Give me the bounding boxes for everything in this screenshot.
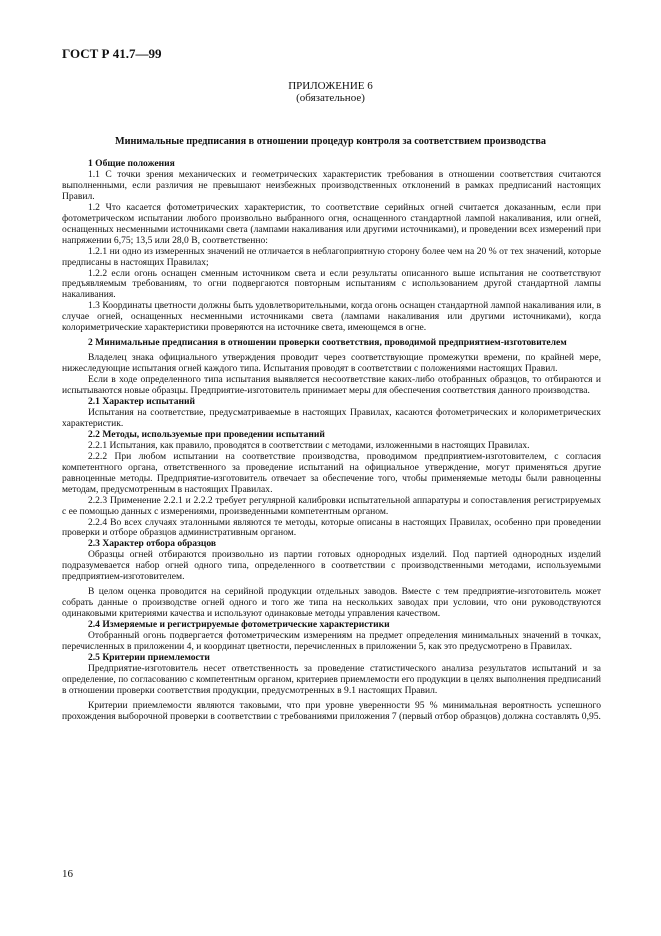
appendix-heading	[0, 80, 661, 104]
paragraph: Если в ходе определенного типа испытания выявляется несоответствие каких-либо отобранных образцов, то отбираются и испытываются новые образцы. Предприятие-изготовитель принимает меры для обеспечения соответствия данного производства.	[62, 374, 601, 397]
paragraph: Образцы огней отбираются произвольно из партии готовых однородных изделий. Под партией однородных изделий подразумевается набор огней одного типа, определенного в соответствии с производственными методами, используемыми предприятием-изготовителем.	[62, 549, 601, 583]
section-heading: 1 Общие положения	[88, 158, 175, 169]
paragraph: Предприятие-изготовитель несет ответственность за проведение статистического анализа результатов испытаний и за определение, по согласованию с компетентным органом, критериев приемлемости его продукции в целях выполнения предписаний в отношении проверки соответствия продукции, предусмотренных в 9.1 настоящих Правил.	[62, 662, 601, 696]
paragraph: 2.2.4 Во всех случаях эталонными являются те методы, которые описаны в настоящих Правилах, особенно при проведении проверки и отборе образцов административным органом.	[62, 516, 601, 539]
document-body	[62, 156, 601, 723]
paragraph: Владелец знака официального утверждения проводит через соответствующие промежутки времени, по крайней мере, нижеследующие испытания огней каждого типа. Испытания проводят в соответствии с положениями настоящих Правил.	[62, 352, 601, 375]
paragraph: Отобранный огонь подвергается фотометрическим измерениям на предмет определения минимальных значений в точках, перечисленных в приложении 4, и координат цветности, перечисленных в приложении 5, как это предусмотрено в Правилах.	[62, 630, 601, 652]
paragraph: 2.2.1 Испытания, как правило, проводятся в соответствии с методами, изложенными в настоящих Правилах.	[88, 439, 530, 451]
subsection-heading: 2.5 Критерии приемлемости	[88, 651, 210, 663]
page-number: 16	[62, 868, 73, 880]
subsection-heading: 2.4 Измеряемые и регистрируемые фотометрические характеристики	[88, 619, 390, 631]
paragraph: 1.2.1 ни одно из измеренных значений не отличается в неблагоприятную сторону более чем на 20 % от тех значений, которые предписаны в настоящих Правилах;	[62, 245, 601, 268]
subsection-heading: 2.1 Характер испытаний	[88, 396, 195, 408]
section-heading: 2 Минимальные предписания в отношении проверки соответствия, проводимой предприятием-изготовителем	[88, 337, 567, 349]
document-title: Минимальные предписания в отношении процедур контроля за соответствием производства	[115, 136, 546, 147]
paragraph: Испытания на соответствие, предусматриваемые в настоящих Правилах, касаются фотометрических и колориметрических характеристик.	[62, 406, 601, 429]
appendix-label: ПРИЛОЖЕНИЕ 6	[288, 80, 373, 92]
subsection-heading: 2.2 Методы, используемые при проведении испытаний	[88, 428, 325, 440]
subsection-heading: 2.3 Характер отбора образцов	[88, 538, 217, 550]
paragraph: 2.2.2 При любом испытании на соответствие производства, проводимом предприятием-изготовителем, с согласия компетентного органа, ответственного за проведение испытаний на официальное утверждение, могут применяться другие равноценные методы. Предприятие-изготовитель отвечает за обеспечение того, чтобы применяемые методы были равноценны методам, предусмотренным в настоящих Правилах.	[62, 450, 601, 495]
paragraph: 1.2 Что касается фотометрических характеристик, то соответствие серийных огней считается доказанным, если при фотометрическом испытании любого произвольно выбранного огня, оснащенного стандартной лампой накаливания, или огней, оснащенных несменными источниками света (лампами накаливания или другими источниками), и проведении всех измерений при напряжении 6,75; 13,5 или 28,0 В, соответственно:	[62, 201, 601, 246]
paragraph: 1.3 Координаты цветности должны быть удовлетворительными, когда огонь оснащен стандартной лампой накаливания или, в случае огней, оснащенных несменными источниками света (лампами накаливания или другими источниками), когда колориметрические характеристики проверяются на источнике света, имеющемся в огне.	[62, 300, 601, 334]
paragraph: 1.1 С точки зрения механических и геометрических характеристик требования в отношении соответствия считаются выполненными, если различия не превышают неизбежных производственных отклонений в рамках предписаний настоящих Правил.	[62, 168, 601, 202]
paragraph: Критерии приемлемости являются таковыми, что при уровне уверенности 95 % минимальная вероятность успешного прохождения выборочной проверки в соответствии с требованиями приложения 7 (первый отбор образцов) должна составлять 0,95.	[62, 699, 601, 722]
paragraph: 1.2.2 если огонь оснащен сменным источником света и если результаты описанного выше испытания не соответствуют предъявляемым требованиям, то огни подвергаются повторным испытаниям с использованием другой стандартной лампы накаливания.	[62, 267, 601, 301]
standard-designation: ГОСТ Р 41.7—99	[62, 46, 162, 61]
paragraph: 2.2.3 Применение 2.2.1 и 2.2.2 требует регулярной калибровки испытательной аппаратуры и сопоставления регистрируемых с ее помощью данных с измерениями, произведенными компетентным органом.	[62, 494, 601, 517]
paragraph: В целом оценка проводится на серийной продукции отдельных заводов. Вместе с тем предприятие-изготовитель может собрать данные о производстве огней одного и того же типа на нескольких заводах при условии, что они руководствуются одинаковыми критериями качества и используют одинаковые методы управления качеством.	[62, 586, 601, 620]
appendix-status: (обязательное)	[296, 92, 365, 104]
